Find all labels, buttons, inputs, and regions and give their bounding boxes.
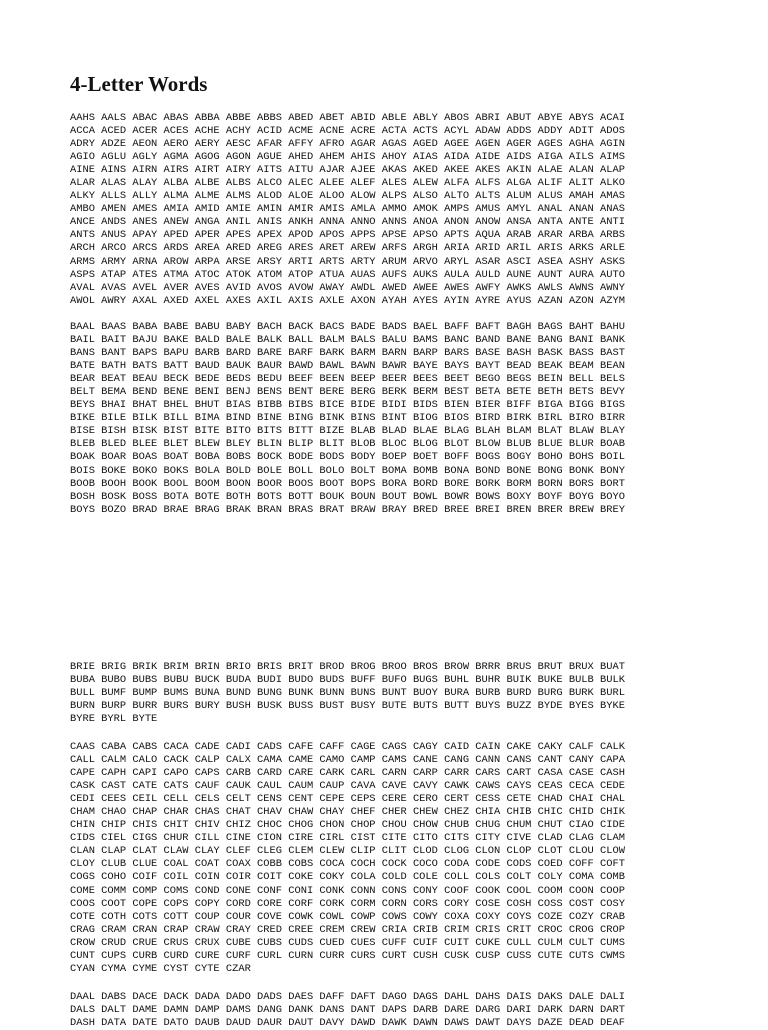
word-line: DALS DALT DAME DAMN DAMP DAMS DANG DANK DANS DANT DAPS DARB DARE DARG DARI DARK DARN DART (70, 1004, 625, 1017)
word-line: BYRE BYRL BYTE (70, 713, 158, 726)
word-line: BELT BEMA BEND BENE BENI BENJ BENS BENT BERE BERG BERK BERM BEST BETA BETE BETH BETS BEVY (70, 386, 625, 399)
word-line: BOIS BOKE BOKO BOKS BOLA BOLD BOLE BOLL BOLO BOLT BOMA BOMB BONA BOND BONE BONG BONK BONY (70, 464, 625, 477)
word-line: BOYS BOZO BRAD BRAE BRAG BRAK BRAN BRAS BRAT BRAW BRAY BRED BREE BREI BREN BRER BREW BREY (70, 503, 625, 516)
word-line: BOAK BOAR BOAS BOAT BOBA BOBS BOCK BODE BODS BODY BOEP BOET BOFF BOGS BOGY BOHO BOHS BOIL (70, 451, 625, 464)
word-line: CIDS CIEL CIGS CHUR CILL CINE CION CIRE CIRL CIST CITE CITO CITS CITY CIVE CLAD CLAG CLAM (70, 832, 625, 845)
word-line: BATE BATH BATS BATT BAUD BAUK BAUR BAWD BAWL BAWN BAWR BAYE BAYS BAYT BEAD BEAK BEAM BEAN (70, 360, 625, 373)
word-line: BOSH BOSK BOSS BOTA BOTE BOTH BOTS BOTT BOUK BOUN BOUT BOWL BOWR BOWS BOXY BOYF BOYG BOYO (70, 490, 625, 503)
word-line: BUBA BUBO BUBS BUBU BUCK BUDA BUDI BUDO BUDS BUFF BUFO BUGS BUHL BUHR BUIK BUKE BULB BULK (70, 674, 625, 687)
word-line: CLAN CLAP CLAT CLAW CLAY CLEF CLEG CLEM CLEW CLIP CLIT CLOD CLOG CLON CLOP CLOT CLOU CLOW (70, 845, 625, 858)
word-line: BOOB BOOH BOOK BOOL BOOM BOON BOOR BOOS BOOT BOPS BORA BORD BORE BORK BORM BORN BORS BORT (70, 477, 625, 490)
word-line: DAAL DABS DACE DACK DADA DADO DADS DAES DAFF DAFT DAGO DAGS DAHL DAHS DAIS DAKS DALE DALI (70, 991, 625, 1003)
word-line: BURN BURP BURR BURS BURY BUSH BUSK BUSS BUST BUSY BUTE BUTS BUTT BUYS BUZZ BYDE BYES BYKE (70, 700, 625, 713)
word-line: BRIE BRIG BRIK BRIM BRIN BRIO BRIS BRIT BROD BROG BROO BROS BROW BRRR BRUS BRUT BRUX BUAT (70, 661, 625, 673)
word-line: CUNT CUPS CURB CURD CURE CURF CURL CURN CURR CURS CURT CUSH CUSK CUSP CUSS CUTE CUTS CWMS (70, 949, 625, 962)
word-line: CEDI CEES CEIL CELL CELS CELT CENS CENT CEPE CEPS CERE CERO CERT CESS CETE CHAD CHAI CHAL (70, 793, 625, 806)
word-block-b-part1 (70, 321, 730, 517)
word-line: AVAL AVAS AVEL AVER AVES AVID AVOS AVOW AWAY AWDL AWED AWEE AWES AWFY AWKS AWLS AWNS AWNY (70, 281, 625, 294)
word-line: COGS COHO COIF COIL COIN COIR COIT COKE COKY COLA COLD COLE COLL COLS COLT COLY COMA COMB (70, 871, 625, 884)
word-line: ANCE ANDS ANES ANEW ANGA ANIL ANIS ANKH ANNA ANNO ANNS ANOA ANON ANOW ANSA ANTA ANTE ANTI (70, 216, 625, 229)
word-line: BANS BANT BAPS BAPU BARB BARD BARE BARF BARK BARM BARN BARP BARS BASE BASH BASK BASS BAST (70, 347, 625, 360)
word-line: AGIO AGLU AGLY AGMA AGOG AGON AGUE AHED AHEM AHIS AHOY AIAS AIDA AIDE AIDS AIGA AILS AIMS (70, 151, 625, 164)
word-line: ASPS ATAP ATES ATMA ATOC ATOK ATOM ATOP ATUA AUAS AUFS AUKS AULA AULD AUNE AUNT AURA AUTO (70, 268, 625, 281)
word-line: ANTS ANUS APAY APED APER APES APEX APOD APOS APPS APSE APSO APTS AQUA ARAB ARAR ARBA ARBS (70, 229, 625, 242)
word-line: AAHS AALS ABAC ABAS ABBA ABBE ABBS ABED ABET ABID ABLE ABLY ABOS ABRI ABUT ABYE ABYS ACAI (70, 112, 625, 124)
word-line: ARCH ARCO ARCS ARDS AREA ARED AREG ARES ARET AREW ARFS ARGH ARIA ARID ARIL ARIS ARKS ARLE (70, 242, 625, 255)
word-line: COTE COTH COTS COTT COUP COUR COVE COWK COWL COWP COWS COWY COXA COXY COYS COZE COZY CRAB (70, 910, 625, 923)
word-line: COOS COOT COPE COPS COPY CORD CORE CORF CORK CORM CORN CORS CORY COSE COSH COSS COST COSY (70, 897, 625, 910)
word-line: CYAN CYMA CYME CYST CYTE CZAR (70, 962, 251, 975)
word-line: ALAR ALAS ALAY ALBA ALBE ALBS ALCO ALEC ALEE ALEF ALES ALEW ALFA ALFS ALGA ALIF ALIT ALKO (70, 177, 625, 190)
word-line: AWOL AWRY AXAL AXED AXEL AXES AXIL AXIS AXLE AXON AYAH AYES AYIN AYRE AYUS AZAN AZON AZYM (70, 294, 625, 307)
word-line: COME COMM COMP COMS COND CONE CONF CONI CONK CONN CONS CONY COOF COOK COOL COOM COON COOP (70, 884, 625, 897)
word-line: ADRY ADZE AEON AERO AERY AESC AFAR AFFY AFRO AGAR AGAS AGED AGEE AGEN AGER AGES AGHA AGIN (70, 138, 625, 151)
word-block-a (70, 112, 730, 308)
word-line: BAIL BAIT BAJU BAKE BALD BALE BALK BALL BALM BALS BALU BAMS BANC BAND BANE BANG BANI BANK (70, 334, 625, 347)
word-block-b-part2 (70, 661, 730, 726)
word-line: BLEB BLED BLEE BLET BLEW BLEY BLIN BLIP BLIT BLOB BLOC BLOG BLOT BLOW BLUB BLUE BLUR BOAB (70, 438, 625, 451)
word-block-d (70, 991, 730, 1030)
word-line: BEYS BHAI BHAT BHEL BHUT BIAS BIBB BIBS BICE BIDE BIDI BIDS BIEN BIER BIFF BIGA BIGG BIGS (70, 399, 625, 412)
word-line: AINE AINS AIRN AIRS AIRT AIRY AITS AITU AJAR AJEE AKAS AKED AKEE AKES AKIN ALAE ALAN ALAP (70, 164, 625, 177)
word-line: BEAR BEAT BEAU BECK BEDE BEDS BEDU BEEF BEEN BEEP BEER BEES BEET BEGO BEGS BEIN BELL BELS (70, 373, 625, 386)
word-line: ALKY ALLS ALLY ALMA ALME ALMS ALOD ALOE ALOO ALOW ALPS ALSO ALTO ALTS ALUM ALUS AMAH AMAS (70, 190, 625, 203)
word-line: CROW CRUD CRUE CRUS CRUX CUBE CUBS CUDS CUED CUES CUFF CUIF CUIT CUKE CULL CULM CULT CUMS (70, 936, 625, 949)
word-line: CHAM CHAO CHAP CHAR CHAS CHAT CHAV CHAW CHAY CHEF CHER CHEW CHEZ CHIA CHIB CHIC CHID CHIK (70, 806, 625, 819)
word-line: BULL BUMF BUMP BUMS BUNA BUND BUNG BUNK BUNN BUNS BUNT BUOY BURA BURB BURD BURG BURK BURL (70, 687, 625, 700)
word-line: CAAS CABA CABS CACA CADE CADI CADS CAFE CAFF CAGE CAGS CAGY CAID CAIN CAKE CAKY CALF CALK (70, 741, 625, 753)
word-line: AMBO AMEN AMES AMIA AMID AMIE AMIN AMIR AMIS AMLA AMMO AMOK AMPS AMUS AMYL ANAL ANAN ANAS (70, 203, 625, 216)
word-line: CASK CAST CATE CATS CAUF CAUK CAUL CAUM CAUP CAVA CAVE CAVY CAWK CAWS CAYS CEAS CECA CEDE (70, 780, 625, 793)
word-line: ACCA ACED ACER ACES ACHE ACHY ACID ACME ACNE ACRE ACTA ACTS ACYL ADAW ADDS ADDY ADIT ADOS (70, 125, 625, 138)
word-line: CRAG CRAM CRAN CRAP CRAW CRAY CRED CREE CREM CREW CRIA CRIB CRIM CRIS CRIT CROC CROG CROP (70, 923, 625, 936)
word-line: BISE BISH BISK BIST BITE BITO BITS BITT BIZE BLAB BLAD BLAE BLAG BLAH BLAM BLAT BLAW BLAY (70, 425, 625, 438)
page-title: 4-Letter Words (70, 72, 208, 96)
word-line: CAPE CAPH CAPI CAPO CAPS CARB CARD CARE CARK CARL CARN CARP CARR CARS CART CASA CASE CASH (70, 767, 625, 780)
word-line: DASH DATA DATE DATO DAUB DAUD DAUR DAUT DAVY DAWD DAWK DAWN DAWS DAWT DAYS DAZE DEAD DEAF (70, 1017, 625, 1030)
word-line: CHIN CHIP CHIS CHIT CHIV CHIZ CHOC CHOG CHON CHOP CHOU CHOW CHUB CHUG CHUM CHUT CIAO CIDE (70, 819, 625, 832)
word-line: ARMS ARMY ARNA AROW ARPA ARSE ARSY ARTI ARTS ARTY ARUM ARVO ARYL ASAR ASCI ASEA ASHY ASKS (70, 255, 625, 268)
word-block-c (70, 741, 730, 976)
word-line: BAAL BAAS BABA BABE BABU BABY BACH BACK BACS BADE BADS BAEL BAFF BAFT BAGH BAGS BAHT BAHU (70, 321, 625, 333)
word-line: CALL CALM CALO CACK CALP CALX CAMA CAME CAMO CAMP CAMS CANE CANG CANN CANS CANT CANY CAPA (70, 754, 625, 767)
word-line: BIKE BILE BILK BILL BIMA BIND BINE BING BINK BINS BINT BIOG BIOS BIRD BIRK BIRL BIRO BIRR (70, 412, 625, 425)
word-line: CLOY CLUB CLUE COAL COAT COAX COBB COBS COCA COCH COCK COCO CODA CODE CODS COED COFF COFT (70, 858, 625, 871)
